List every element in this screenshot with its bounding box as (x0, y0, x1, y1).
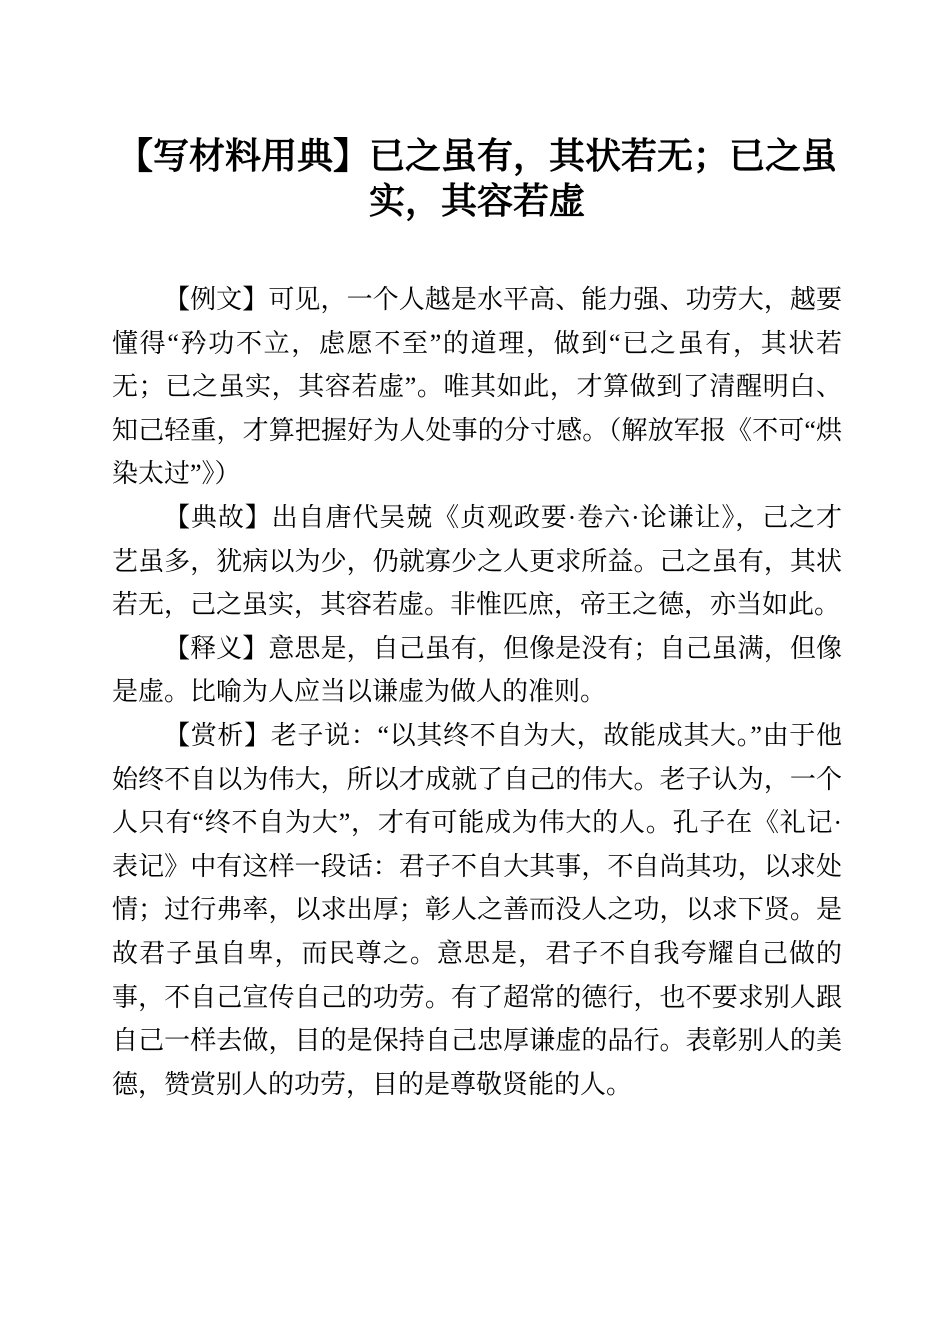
paragraph-shangxi-text: 老子说：“以其终不自为大，故能成其大。”由于他始终不自以为伟大，所以才成就了自己的伟大。老子认为，一个人只有“终不自为大”，才有可能成为伟大的人。孔子在《礼记·表记》中有这样一段话：君子不自大其事，不自尚其功，以求处情；过行弗率，以求出厚；彰人之善而没人之功，以求下贤。是故君子虽自卑，而民尊之。意思是，君子不自我夸耀自己做的事，不自己宣传自己的功劳。有了超常的德行，也不要求别人跟自己一样去做，目的是保持自己忠厚谦虚的品行。表彰别人的美德，赞赏别人的功劳，目的是尊敬贤能的人。 (112, 720, 842, 1099)
paragraph-shangxi-label: 【赏析】 (164, 720, 271, 750)
paragraph-liwen-label: 【例文】 (164, 285, 269, 314)
document-title: 【写材料用典】已之虽有，其状若无；已之虽实，其容若虚 (116, 136, 837, 221)
paragraph-shiyi-text: 意思是，自己虽有，但像是没有；自己虽满，但像是虚。比喻为人应当以谦虚为做人的准则。 (112, 633, 842, 707)
paragraph-diangu-label: 【典故】 (164, 502, 272, 532)
paragraph-shiyi (112, 627, 842, 714)
paragraph-liwen (112, 278, 842, 496)
paragraph-shangxi (112, 714, 842, 1106)
paragraph-shiyi-label: 【释义】 (164, 633, 269, 663)
paragraph-liwen-text: 可见，一个人越是水平高、能力强、功劳大，越要懂得“矜功不立，虑愿不至”的道理，做到“已之虽有，其状若无；已之虽实，其容若虚”。唯其如此，才算做到了清醒明白、知己轻重，才算把握好为人处事的分寸感。（解放军报《不可“烘染太过”》） (112, 285, 842, 489)
document-body (112, 278, 842, 1106)
paragraph-diangu-text: 出自唐代吴兢《贞观政要·卷六·论谦让》，己之才艺虽多，犹病以为少，仍就寡少之人更求所益。己之虽有，其状若无，己之虽实，其容若虚。非惟匹庶，帝王之德，亦当如此。 (112, 502, 842, 620)
paragraph-diangu (112, 496, 842, 627)
